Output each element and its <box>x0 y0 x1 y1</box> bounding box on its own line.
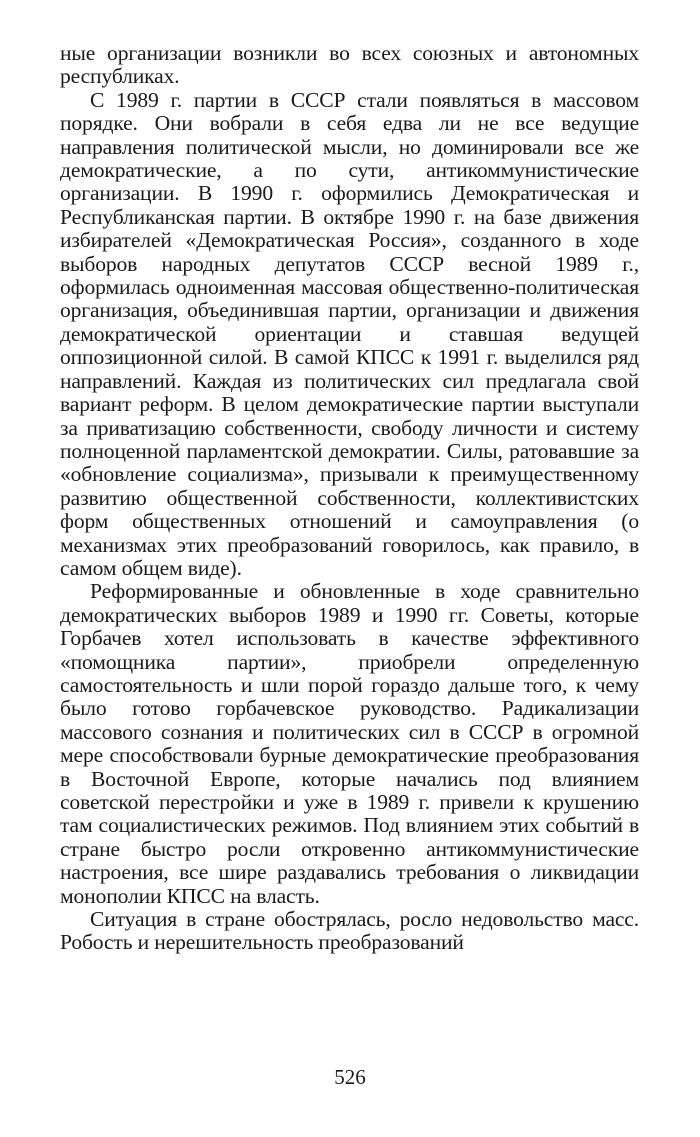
paragraph-soviets-reform: Реформированные и обновленные в ходе сравнительно демократических выборов 1989 и 1990 гг. Советы, которые Горбачев хотел использовать в качестве эффективного «помощника партии», приобрели определенную самостоятельность и шли порой гораздо дальше того, к чему было готово горбачевское руководство. Радикализации массового сознания и политических сил в СССР в огромной мере способствовали бурные демократические преобразования в Восточной Европе, которые начались под влиянием советской перестройки и уже в 1989 г. привели к крушению там социалистических режимов. Под влиянием этих событий в стране быстро росли откровенно антикоммунистические настроения, все шире раздавались требования о ликвидации монополии КПСС на власть. <box>60 579 639 908</box>
paragraph-situation: Ситуация в стране обострялась, росло недовольство масс. Робость и нерешительность преобразований <box>60 907 639 955</box>
paragraph-continuation: ные организации возникли во всех союзных и автономных республиках. <box>60 41 639 89</box>
page-text-block <box>60 42 639 1102</box>
page-number: 526 <box>334 1065 366 1089</box>
paragraph-parties-1989: С 1989 г. партии в СССР стали появляться в массовом порядке. Они вобрали в себя едва ли не все ведущие направления политической мысли, но доминировали все же демократические, а по сути, антикоммунистические организации. В 1990 г. оформились Демократическая и Республиканская партии. В октябре 1990 г. на базе движения избирателей «Демократическая Россия», созданного в ходе выборов народных депутатов СССР весной 1989 г., оформилась одноименная массовая общественно-политическая организация, объединившая партии, организации и движения демократической ориентации и ставшая ведущей оппозиционной силой. В самой КПСС к 1991 г. выделился ряд направлений. Каждая из политических сил предлагала свой вариант реформ. В целом демократические партии выступали за приватизацию собственности, свободу личности и систему полноценной парламентской демократии. Силы, ратовавшие за «обновление социализма», призывали к преимущественному развитию общественной собственности, коллективистских форм общественных отношений и самоуправления (о механизмах этих преобразований говорилось, как правило, в самом общем виде). <box>60 87 639 580</box>
